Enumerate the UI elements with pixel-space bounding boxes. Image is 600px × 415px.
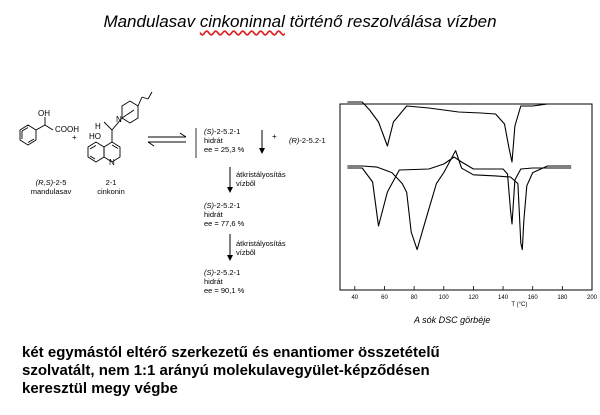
product2-sub: hidrát — [204, 210, 223, 219]
product1-config: (S) — [204, 127, 214, 136]
x-tick-label: 100 — [438, 295, 449, 301]
step2-label-line2: vízből — [236, 248, 256, 257]
product2-config: (S) — [204, 201, 214, 210]
product3-sub: hidrát — [204, 277, 223, 286]
base-quinuclidine-n-label: N — [116, 115, 122, 124]
base-h-label: H — [95, 122, 101, 131]
product3-config: (S) — [204, 268, 214, 277]
step1-label-line2: vízből — [236, 179, 256, 188]
x-tick-label: 120 — [468, 295, 479, 301]
summary-line-1: két egymástól eltérő szerkezetű és enantiomer összetételű — [22, 344, 440, 361]
summary-line-2: szolvatált, nem 1:1 arányú molekulavegyület-képződésen — [22, 362, 430, 379]
dsc-caption: A sók DSC görbéje — [414, 315, 491, 325]
summary-text — [22, 344, 582, 398]
x-tick-label: 180 — [557, 295, 568, 301]
x-tick-label: 160 — [527, 295, 538, 301]
product1-sub: hidrát — [204, 136, 223, 145]
x-axis-unit-label: T (°C) — [511, 302, 528, 308]
acid-oh-label: OH — [38, 109, 50, 118]
base-ho-label: HO — [89, 132, 101, 141]
x-tick-label: 60 — [381, 295, 388, 301]
x-tick-label: 200 — [586, 295, 598, 301]
title-suffix: történő reszolválása vízben — [284, 12, 497, 31]
base-name: cinkonin — [97, 187, 125, 196]
x-tick-label: 80 — [410, 295, 418, 301]
step2-label-line1: átkristályosítás — [236, 239, 286, 248]
dsc-curve-1 — [347, 157, 571, 226]
dsc-curve-3 — [347, 151, 571, 250]
base-code: 2-1 — [105, 178, 117, 187]
x-tick-label: 40 — [351, 295, 359, 301]
reactant-plus: + — [72, 133, 77, 142]
x-tick-label: 140 — [498, 295, 509, 301]
mother-liquor-config: (R) — [289, 136, 300, 145]
dsc-frame — [340, 104, 592, 290]
product1-code: -2-5.2-1 — [214, 127, 241, 136]
product1-ee: ee = 25,3 % — [204, 145, 245, 154]
title-prefix: Mandulasav — [103, 12, 200, 31]
title-underlined-word: cinkoninnal — [199, 12, 285, 31]
base-quinoline-n-label: N — [109, 158, 115, 167]
acid-code: -2-5 — [53, 178, 67, 187]
product2-ee: ee = 77,6 % — [204, 219, 245, 228]
summary-line-3: keresztül megy végbe — [22, 380, 178, 397]
side-plus: + — [272, 132, 277, 141]
step1-label-line1: átkristályosítás — [236, 170, 286, 179]
product3-code: -2-5.2-1 — [214, 268, 241, 277]
dsc-curve-2 — [347, 102, 571, 162]
mother-liquor-code: -2-5.2-1 — [299, 136, 326, 145]
product3-ee: ee = 90,1 % — [204, 286, 245, 295]
acid-cooh-label: COOH — [55, 125, 79, 134]
acid-name: mandulasav — [30, 187, 72, 196]
acid-config: (R,S) — [35, 178, 54, 187]
product2-code: -2-5.2-1 — [214, 201, 241, 210]
